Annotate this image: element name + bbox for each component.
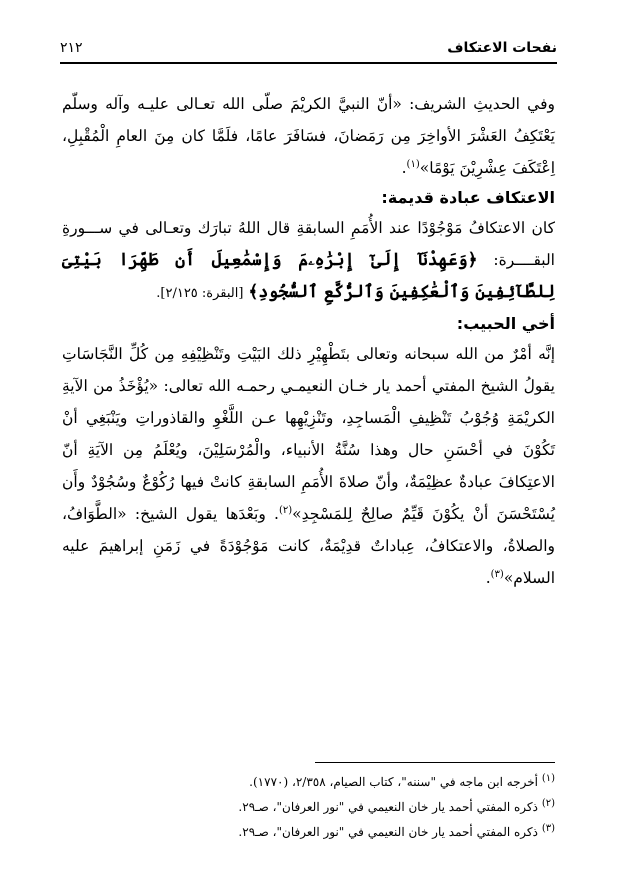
paragraph-verse <box>62 212 555 310</box>
paragraph-hadith <box>62 88 555 184</box>
footnote-2 <box>62 795 555 820</box>
footnote-mark: (٢) <box>541 798 555 809</box>
paragraph-commentary-cont: . وبَعْدَها يقول الشيخ: «الطَّوَافُ، والصلاةُ، والاعتكافُ، عِباداتٌ قدِيْمَةٌ، كانت مَوْجُوْدَةً في زَمَنِ إبراهيمَ عليه السلام» <box>62 505 555 587</box>
paragraph-hadith-text: وفي الحديثِ الشريف: «أنّ النبيَّ الكريْمَ صلّى الله تعـالى عليـه وآله وسلّم يَعْتَكِفُ العَشْرَ الأواخِرَ مِن رَمَضانَ، فسَافَرَ عامًا، فلَمَّا كان مِنَ العامِ الْمُقْبِلِ، اِعْتَكَفَ عِشْرِيْنَ يَوْمًا» <box>62 95 555 177</box>
verse-reference: [البقرة: ٢/١٢٥]. <box>156 286 244 301</box>
running-title: نفحات الاعتكاف <box>447 40 557 56</box>
paragraph-commentary-end: . <box>485 569 491 587</box>
footnote-mark: (٣) <box>541 823 555 834</box>
footnote-text: ذكره المفتي أحمد يار خان النعيمي في "نور العرفان"، صـ٢٩. <box>238 825 538 839</box>
footnote-ref-1[interactable]: (١) <box>406 158 420 170</box>
section-heading-ancient-worship: الاعتكاف عبادة قديمة: <box>381 188 555 207</box>
footnote-3 <box>62 820 555 845</box>
paragraph-hadith-end: . <box>401 159 407 177</box>
main-text <box>62 88 555 594</box>
footnote-ref-2[interactable]: (٢) <box>278 504 293 516</box>
paragraph-commentary-text: إنَّه أمْرٌ من الله سبحانه وتعالى بتَطْهِيْرِ ذلك البَيْتِ وتَنْظِيْفِهِ مِن كُلِّ النَّجَاسَاتِ يقولُ الشيخ المفتي أحمد يار خـان النعيمـي رحمـه الله تعالى: «يُؤْخَذُ من الآيةِ الكريْمَةِ وُجُوْبُ تَنْظِيفِ الْمَساجِدِ، وتَنْزِيْهِها عـن اللَّغْوِ والقاذوراتِ ويَنْبَغِي أنْ تَكُوْنَ في أحْسَنِ حال وهذا سُنَّةُ الأنبياء، والْمُرْسَلِيْنَ، ويُعْلَمُ مِن الآيَةِ أنّ الاعتِكافَ عبادةٌ عظِيْمَةٌ، وأنّ صلاةَ الأُمَمِ السابقةِ كانتْ فيها رُكُوْعٌ وسُجُوْدٌ وأَن يُسْتَحْسَنَ أنْ يكُوْنَ قَيِّمٌ صالِحٌ لِلمَسْجِدِ» <box>62 345 555 523</box>
quran-verse: ﴿وَعَهِدْنَآ إِلَىٰٓ إِبْرَٰهِۦمَ وَإِسْمَٰعِيلَ أَن طَهِّرَا بَيْتِىَ لِلطَّآئِفِينَ وَٱلْعَٰكِفِينَ وَٱلرُّكَّعِ ٱلسُّجُودِ﴾ <box>62 250 555 302</box>
footnote-text: ذكره المفتي أحمد يار خان النعيمي في "نور العرفان"، صـ٢٩. <box>238 800 538 814</box>
footnotes <box>62 770 555 845</box>
page-number: ٢١٢ <box>60 40 83 56</box>
paragraph-verse-lead: كان الاعتكافُ مَوْجُوْدًا عند الأُمَمِ السابقةِ قال اللهُ تبارَك وتعـالى في ســـورةِ البقــــرة: <box>62 219 555 269</box>
footnote-ref-3[interactable]: (٣) <box>490 568 504 580</box>
footnote-1 <box>62 770 555 795</box>
footnote-divider <box>315 762 555 763</box>
footnote-mark: (١) <box>541 773 555 784</box>
section-heading-dear-brother: أخي الحبيب: <box>456 314 555 333</box>
footnote-text: أخرجه ابن ماجه في "سننه"، كتاب الصيام، ٢/٣٥٨، (١٧٧٠). <box>249 775 538 789</box>
page-header <box>60 40 557 64</box>
paragraph-commentary <box>62 338 555 594</box>
